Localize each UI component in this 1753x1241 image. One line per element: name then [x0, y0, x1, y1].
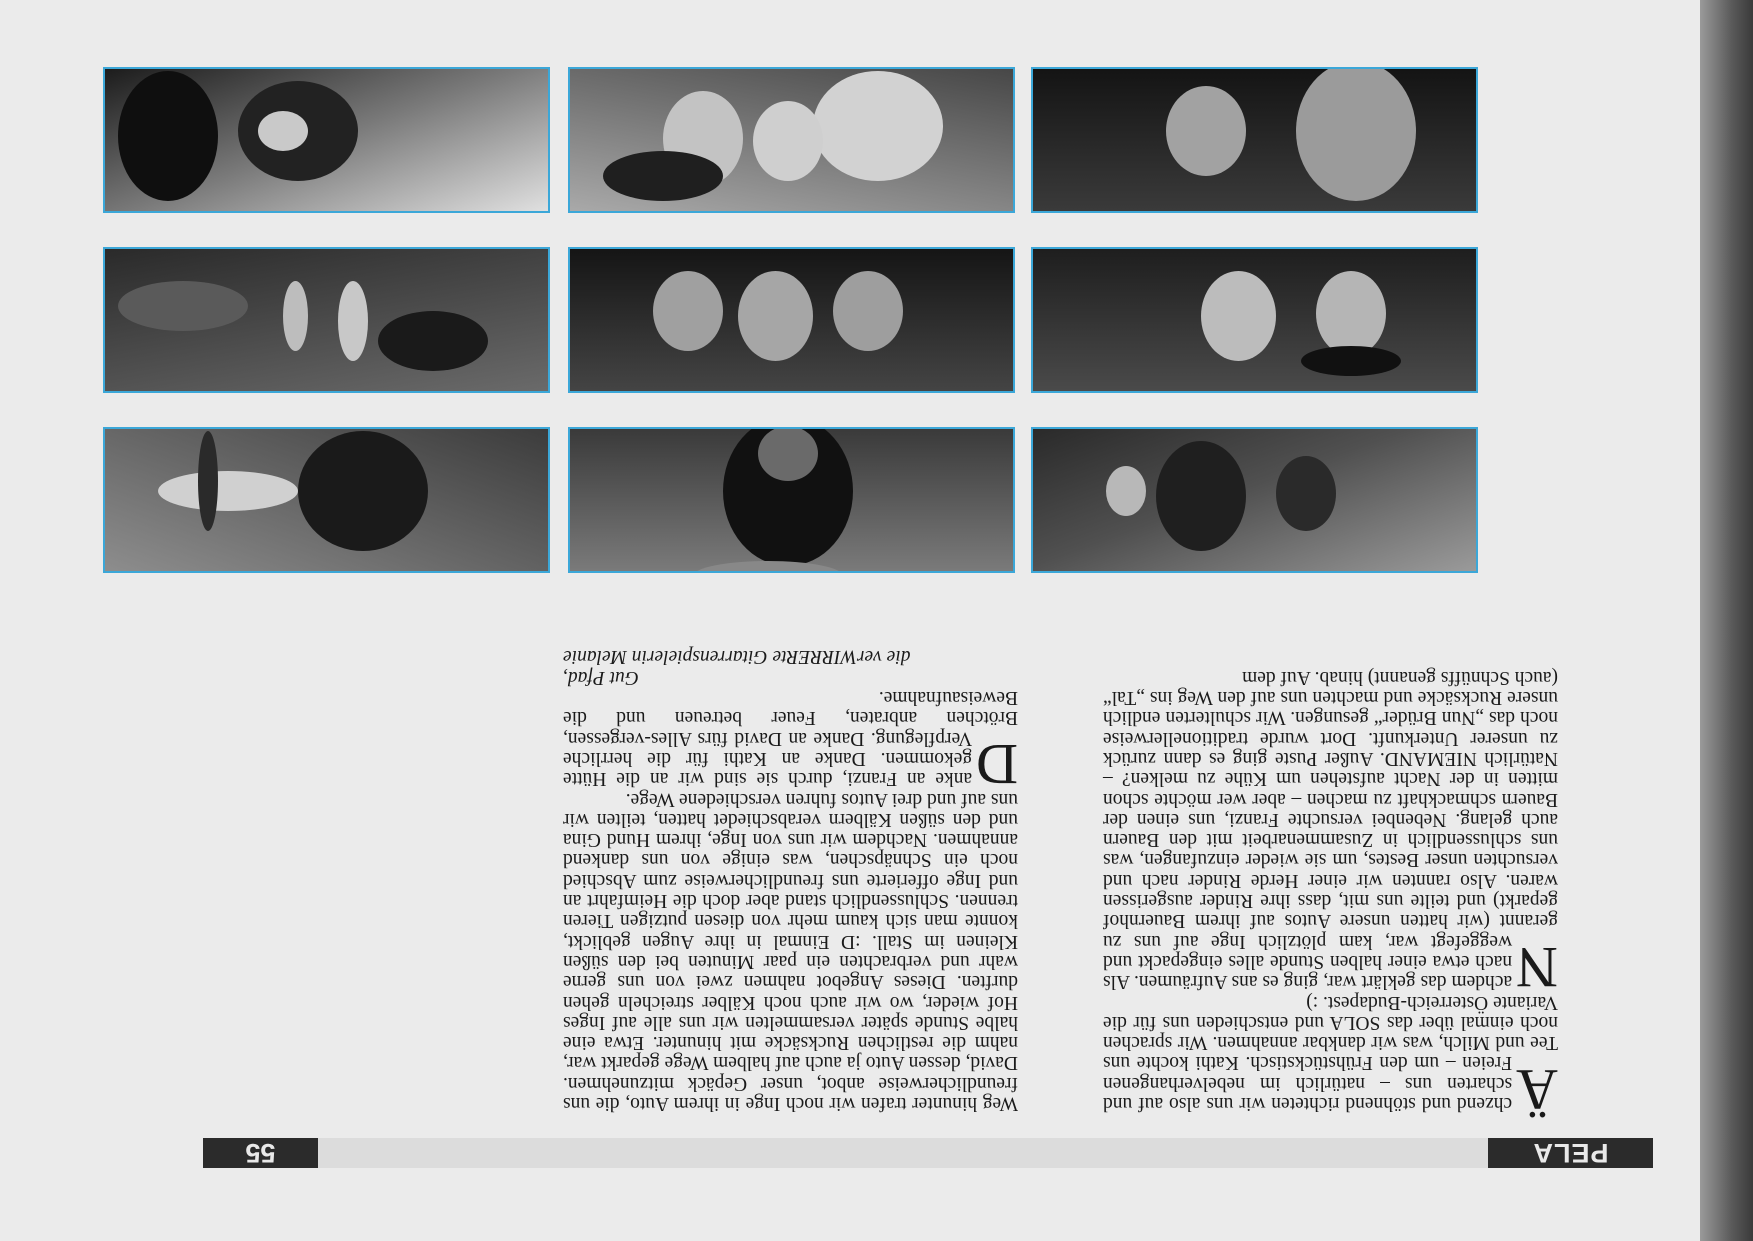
photo-smiling-pair	[568, 67, 1015, 213]
right-text-column	[563, 646, 1018, 1113]
photo-hut-interior	[1031, 427, 1478, 573]
photo-shoulder-figure	[103, 427, 550, 573]
signature-greeting: Gut Pfad,	[563, 666, 639, 688]
photo-three-faces	[568, 247, 1015, 393]
drop-cap: D	[976, 732, 1018, 798]
paragraph-2: N achdem das geklärt war, ging es ans Aufräumen. Als nach etwa einer halben Stunde alles eingepackt und weggefegt war, kam plötzlich Inge auf uns zu gerannt (wir hatten unsere Autos auf ihrem Bauernhof geparkt) und teilte uns mit, dass ihre Rinder ausgerissen waren. Also rannten wir einer Herde Rinder nach und versuchten unser Bestes, um sie wieder einzufangen, was uns schlussendlich in Zusammenarbeit mit den Bauern auch gelang. Nebenbei versuchte Franzi, uns einen der Bauern schmackhaft zu machen – aber wer möchte schon mitten in der Nacht aufstehen um Kühe zu melken? – Natürlich NIEMAND. Außer Puste ging es dann zurück zu unserer Unterkunft. Dort wurde traditionellerweise noch das „Nun Brüder“ gesungen. Wir schulterten endlich unsere Rucksäcke und machten uns auf den Weg ins „Tal“ (auch Schnüffs genannt) hinab. Auf dem	[1103, 666, 1558, 1001]
photo-two-faces	[1031, 247, 1478, 393]
paragraph-3: Weg hinunter trafen wir noch Inge in ihrem Auto, die uns freundlicherweise anbot, unser Gepäck mitzunehmen. David, dessen Auto ja auch auf halbem Wege geparkt war, nahm die restlichen Rucksäcke mit hinunter. Etwa eine halbe Stunde später versammelten wir uns alle auf Inges Hof wieder, wo wir auch noch Kälber streicheln gehen durften. Dieses Angebot nahmen zwei von uns gerne wahr und verbrachten ein paar Minuten bei den süßen Kleinen im Stall. :D Einmal in ihre Augen geblickt, konnte man sich kaum mehr von diesen putzigen Tieren trennen. Schlussendlich stand aber doch die Heimfahrt an und Inge offerierte uns freundlicherweise zum Abschied noch ein Schnäpschen, was einige von uns dankend annahmen. Nachdem wir uns von Inge, ihrem Hund Gina und den süßen Kälbern verabschiedet hatten, teilten wir uns auf und drei Autos fuhren verschiedene Wege.	[563, 788, 1018, 1114]
photo-table-drinks	[103, 247, 550, 393]
drop-cap: Ä	[1516, 1057, 1558, 1122]
left-text-column	[1103, 666, 1558, 1122]
header-bar	[203, 1138, 1653, 1168]
page-number: 55	[203, 1138, 318, 1168]
drop-cap: N	[1516, 935, 1558, 1001]
paragraph-4: D anke an Franzi, durch sie sind wir an die Hütte gekommen. Danke an Kathi für die herrliche Verpflegung. Danke an David fürs Alles-vergessen, Brötchen anbraten, Feuer betreuen und die Beweisaufnahme.	[563, 687, 1018, 798]
photo-man-portrait	[568, 427, 1015, 573]
photo-boots-floor	[103, 67, 550, 213]
section-title: PELA	[1488, 1138, 1653, 1168]
paragraph-1: Ä chzend und stöhnend richteten wir uns also auf und scharten uns – natürlich im nebelverhangenen Freien – um den Frühstückstisch. Kathi kochte uns Tee und Milch, was wir dankbar annahmen. Wir sprachen noch einmal über das SOLA und entschieden uns für die Variante Österreich-Budapest. :)	[1103, 991, 1558, 1122]
signature-author: die verWIRRERte Gitarrenspielerin Melanie	[563, 646, 911, 668]
photo-grey-hair-couple	[1031, 67, 1478, 213]
